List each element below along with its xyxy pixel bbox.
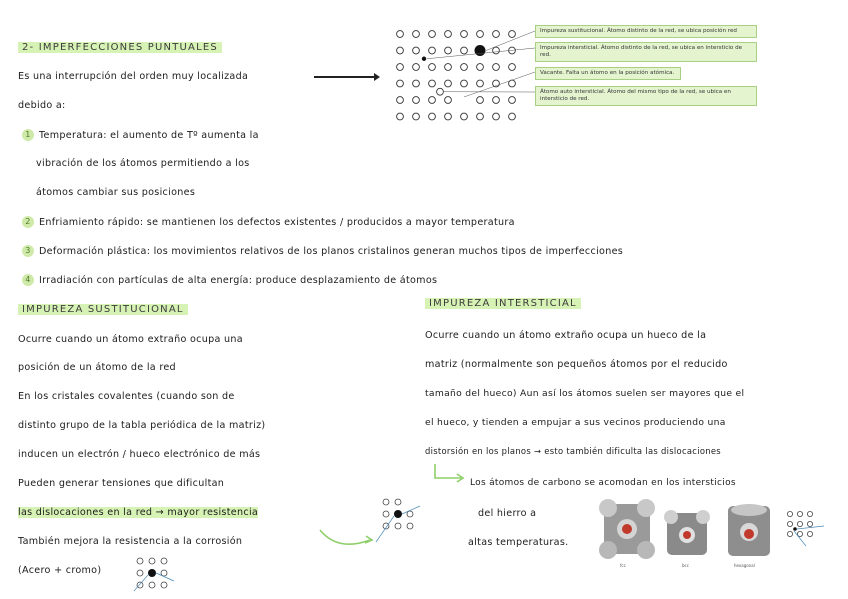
sust-line-5: inducen un electrón / hueco electrónico de más [18,449,261,460]
lattice-atom [461,64,468,71]
lattice-atom [477,64,484,71]
lattice-atom [509,113,516,120]
cause-number-badge: 3 [22,245,34,257]
self-interstitial-atom [437,88,444,95]
lattice-atom [397,113,404,120]
sustitucional-title: IMPUREZA SUSTITUCIONAL [18,304,188,315]
cause-number-badge: 1 [22,129,34,141]
intersticial-small-diagram [784,508,844,552]
lattice-atom [477,31,484,38]
lattice-atom [397,47,404,54]
lattice-atom [397,97,404,104]
intersticial-title: IMPUREZA INTERSTICIAL [425,298,581,309]
lattice-atom [413,97,420,104]
lattice-atom [429,113,436,120]
lattice-atom [477,97,484,104]
note-impureza-intersticial: Impureza intersticial. Átomo distinto de la red, se ubica en intersticio de red. [535,42,757,62]
cause-1-cont-b: átomos cambiar sus posiciones [36,187,196,198]
inter-line-6: Los átomos de carbono se acomodan en los intersticios [470,478,736,488]
green-corner-arrow-icon [433,462,467,484]
inter-line-4: el hueco, y tienden a empujar a sus vecinos produciendo una [425,417,726,428]
lattice-atom [397,31,404,38]
cause-1: 1 Temperatura: el aumento de Tº aumenta la [22,129,259,141]
lattice-atom [445,97,452,104]
note-vacante: Vacante. Falta un átomo en la posición atómica. [535,67,681,80]
intro-line-2: debido a: [18,100,66,111]
lattice-atom [413,113,420,120]
sust-line-7: las dislocaciones en la red → mayor resistencia [18,507,259,518]
sust-line-6: Pueden generar tensiones que dificultan [18,478,225,489]
sust-line-4: distinto grupo de la tabla periódica de la matriz) [18,420,266,431]
lattice-atom [461,47,468,54]
lattice-atom [429,47,436,54]
substitutional-atom [475,45,486,56]
cause-1-cont-a: vibración de los átomos permitiendo a los [36,158,250,169]
lattice-atom [477,113,484,120]
lattice-atom [477,80,484,87]
lattice-atom [429,64,436,71]
cause-4: 4 Irradiación con partículas de alta energía: produce desplazamiento de átomos [22,274,437,286]
lattice-atom [461,80,468,87]
lattice-atom [493,97,500,104]
inter-line-3: tamaño del hueco) Aun así los átomos suelen ser mayores que el [425,388,745,399]
sust-line-3: En los cristales covalentes (cuando son de [18,391,235,402]
lattice-atom [397,64,404,71]
lattice-atom [509,64,516,71]
cube-label: fcc [620,563,626,568]
lattice-atom [493,47,500,54]
sustitucional-small-diagram-2 [368,494,428,552]
lattice-atom [493,64,500,71]
lattice-atom [445,64,452,71]
lattice-atom [413,47,420,54]
lattice-defects-diagram [392,28,532,140]
crystal-cube-hexagonal [724,500,774,570]
lattice-atom [445,113,452,120]
lattice-atom [445,31,452,38]
inter-line-5: distorsión en los planos → esto también dificulta las dislocaciones [425,446,721,456]
lattice-atom [413,64,420,71]
interstitial-impurity-atom [422,57,426,61]
lattice-atom [493,31,500,38]
section-title: 2- IMPERFECCIONES PUNTUALES [18,42,222,53]
cause-2: 2 Enfriamiento rápido: se mantienen los defectos existentes / producidos a mayor temperatura [22,216,515,228]
inter-line-2: matriz (normalmente son pequeños átomos por el reducido [425,359,728,370]
lattice-atom [461,31,468,38]
note-impureza-sustitucional: Impureza sustitucional. Átomo distinto de la red, se ubica posición red [535,25,757,38]
lattice-atom [493,113,500,120]
lattice-atom [397,80,404,87]
sust-line-8: También mejora la resistencia a la corrosión [18,536,243,547]
note-leader-line [464,72,535,97]
lattice-atom [413,31,420,38]
lattice-atom [445,80,452,87]
sust-line-1: Ocurre cuando un átomo extraño ocupa una [18,334,243,345]
cube-label: hexagonal [734,563,755,568]
lattice-atom [509,97,516,104]
cause-3: 3 Deformación plástica: los movimientos relativos de los planos cristalinos generan muchos tipos de imperfecciones [22,245,623,257]
inter-line-8: altas temperaturas. [468,537,569,548]
lattice-atom [429,97,436,104]
lattice-atom [445,47,452,54]
lattice-atom [509,31,516,38]
lattice-atom [461,113,468,120]
sust-line-9: (Acero + cromo) [18,565,102,576]
lattice-atom [429,80,436,87]
cause-number-badge: 4 [22,274,34,286]
sustitucional-small-diagram [128,555,188,597]
intro-line-1: Es una interrupción del orden muy localizada [18,71,249,82]
lattice-atom [413,80,420,87]
crystal-cube-fcc [598,498,656,570]
sust-line-2: posición de un átomo de la red [18,362,176,373]
lattice-atom [429,31,436,38]
cause-number-badge: 2 [22,216,34,228]
cube-label: bcc [682,563,689,568]
intro-arrow-icon [314,76,378,78]
inter-line-7: del hierro a [478,508,537,519]
inter-line-1: Ocurre cuando un átomo extraño ocupa un hueco de la [425,330,707,341]
crystal-cube-bcc [663,505,711,570]
note-auto-intersticial: Átomo auto intersticial. Átomo del mismo tipo de la red, se ubica en intersticio de red. [535,86,757,106]
